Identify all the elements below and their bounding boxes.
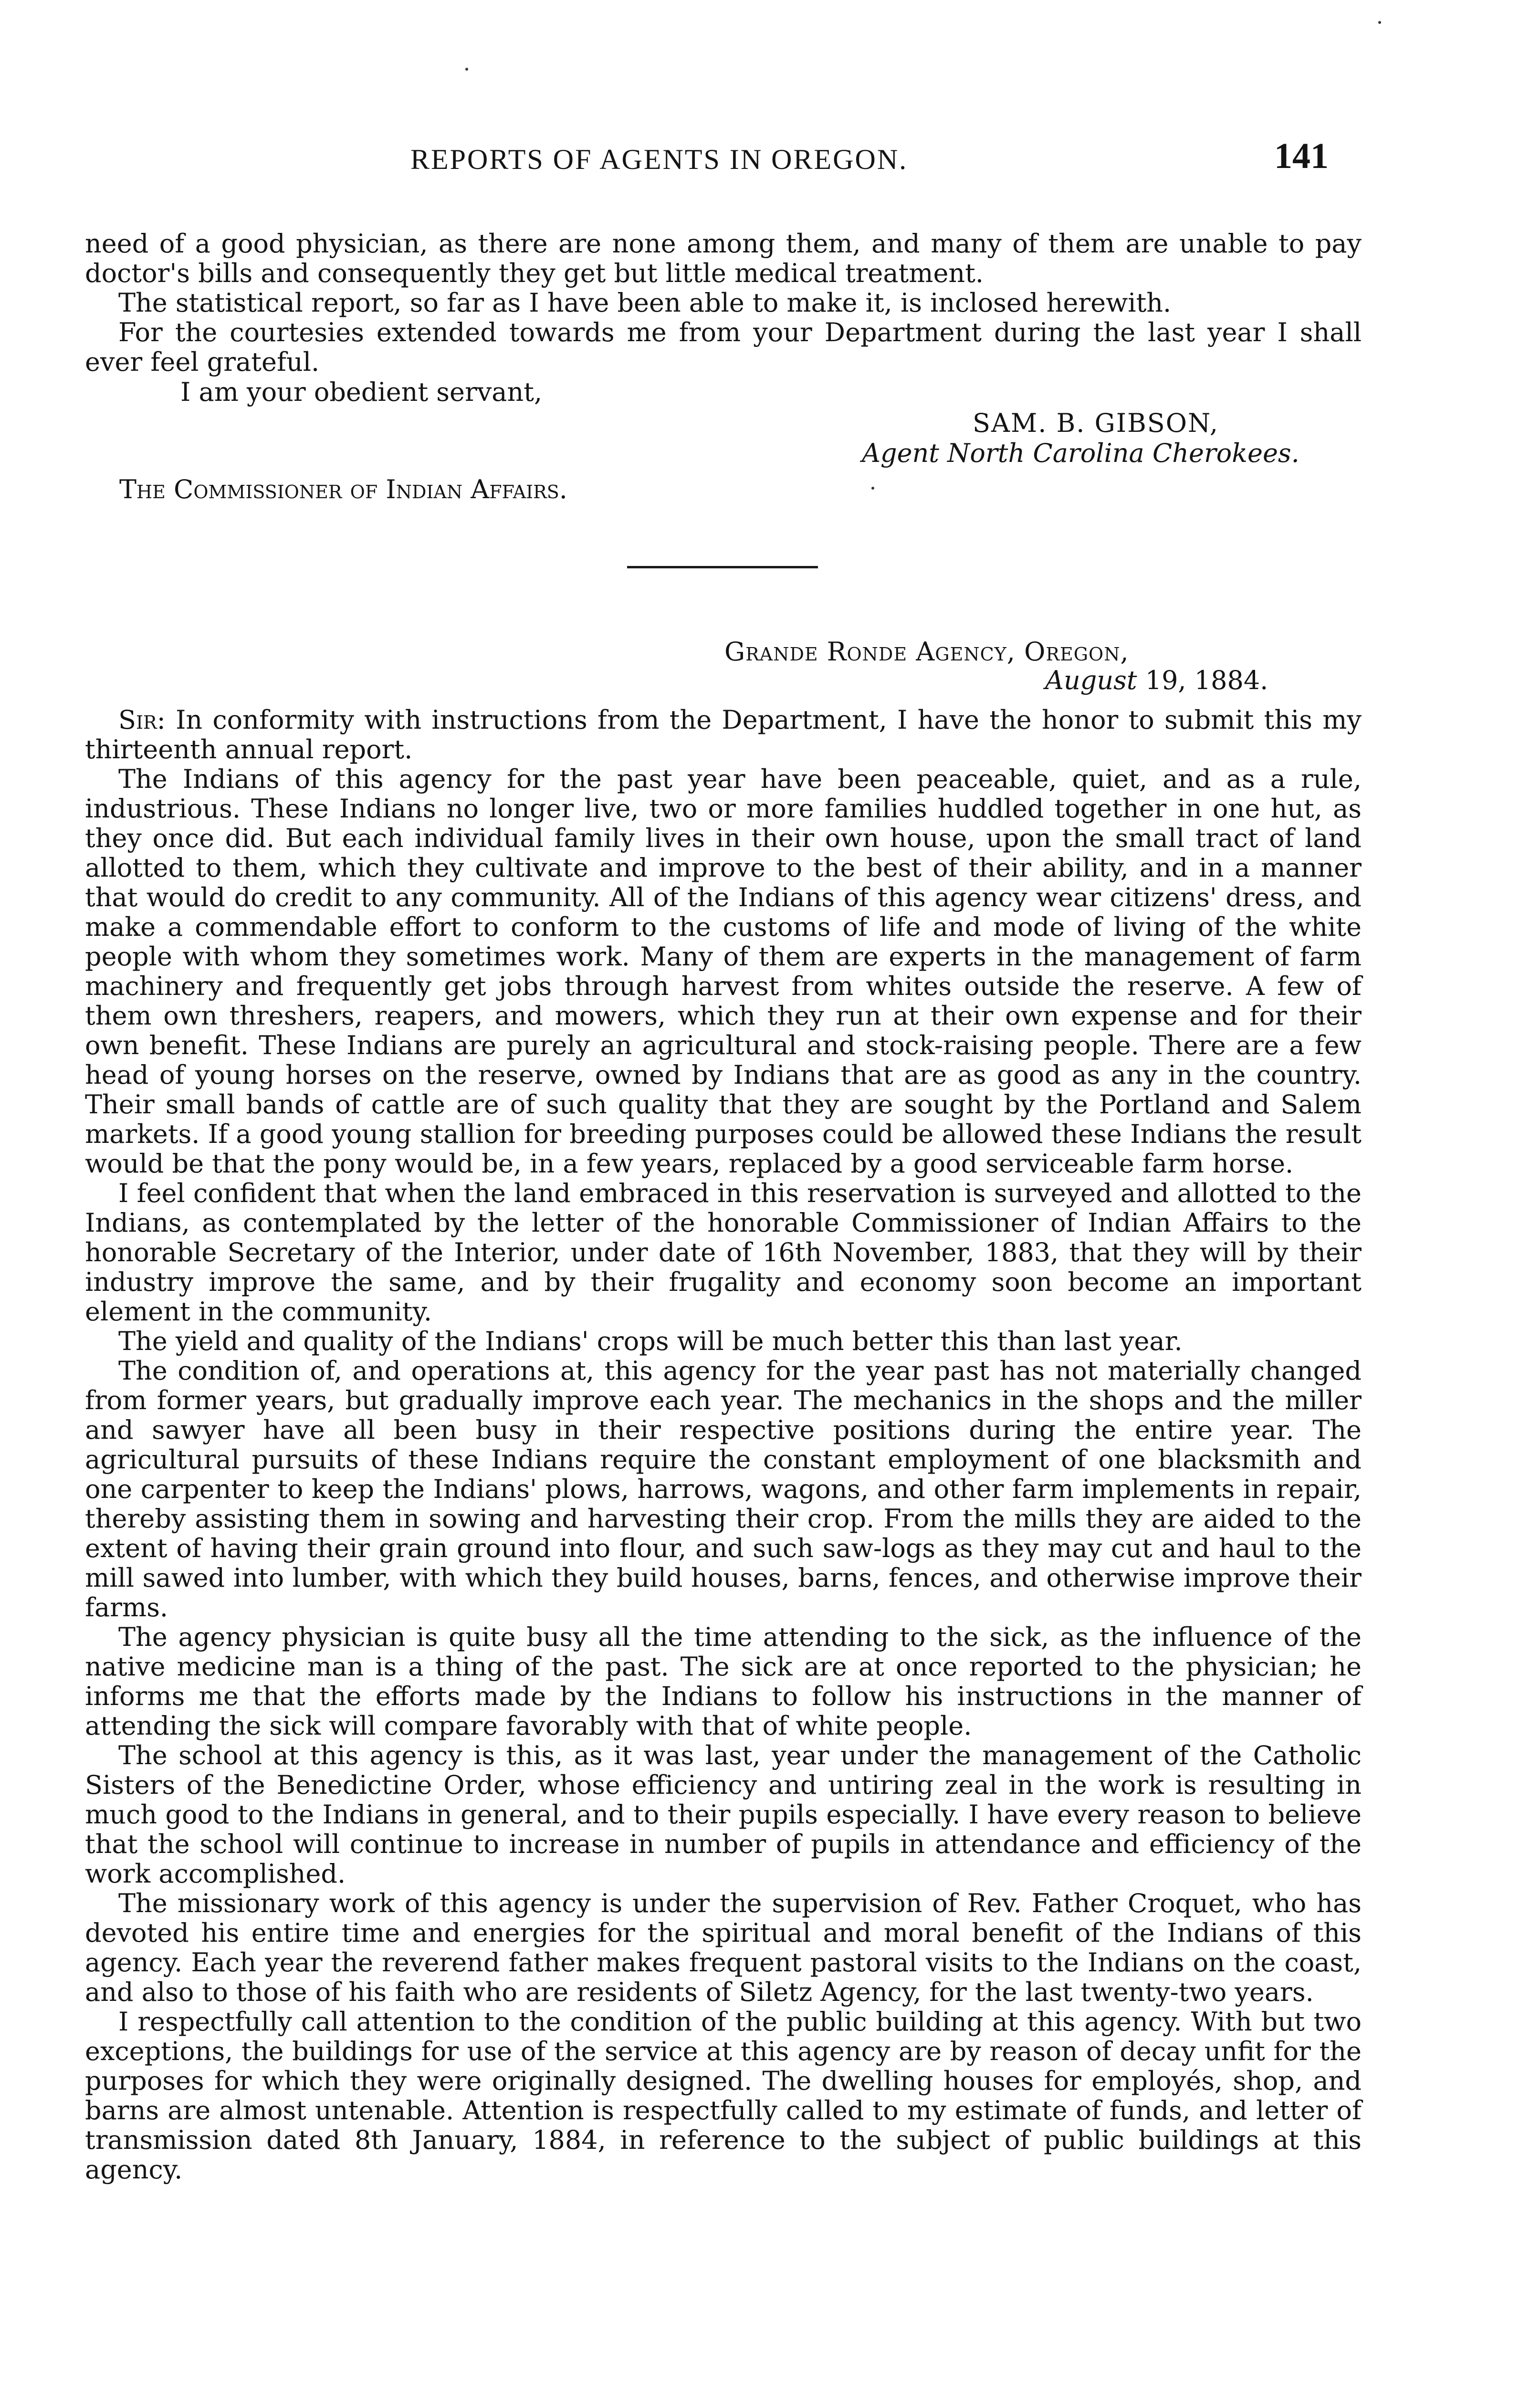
paragraph: The agency physician is quite busy all the time attending to the sick, as the influence of the native medicine man is a thing of the past. The sick are at once reported to the physician; he informs me that the efforts made by the Indians to follow his instructions in the manner of attending the sick will compare favorably with that of white people. <box>85 1622 1362 1741</box>
paragraph: The missionary work of this agency is under the supervision of Rev. Father Croquet, who has devoted his entire time and energies for the spiritual and moral benefit of the Indians of this agency. Each year the reverend father makes frequent pastoral visits to the Indians on the coast, and also to those of his faith who are residents of Siletz Agency, for the last twenty-two years. <box>85 1888 1362 2007</box>
salutation: Sir: <box>118 705 166 735</box>
paragraph: The yield and quality of the Indians' crops will be much better this than last year. <box>118 1326 1183 1356</box>
addressee: The Commissioner of Indian Affairs. <box>119 474 567 504</box>
scan-speck <box>1378 21 1381 24</box>
dateline-date <box>1045 666 1268 695</box>
opening-paragraph <box>85 705 1362 764</box>
closing-line: I am your obedient servant, <box>180 377 543 407</box>
scan-speck <box>871 487 874 490</box>
signature-name: SAM. B. GIBSON, <box>973 408 1219 438</box>
previous-report-text <box>85 229 1362 377</box>
paragraph: need of a good physician, as there are none among them, and many of them are unable to pay doctor's bills and consequently they get but little medical treatment. <box>85 229 1362 288</box>
paragraph: The school at this agency is this, as it was last, year under the management of the Catholic Sisters of the Benedictine Order, whose efficiency and untiring zeal in the work is resulting in much good to the Indians in general, and to their pupils especially. I have every reason to believe that the school will continue to increase in number of pupils in attendance and efficiency of the work accomplished. <box>85 1740 1362 1889</box>
signature-title: Agent North Carolina Cherokees. <box>862 438 1299 468</box>
paragraph: For the courtesies extended towards me from your Department during the last year I shall ever feel grateful. <box>85 317 1362 377</box>
opening-text: In conformity with instructions from the Department, I have the honor to submit this my thirteenth annual report. <box>85 705 1362 764</box>
paragraph: The condition of, and operations at, this agency for the year past has not materially changed from former years, but gradually improve each year. The mechanics in the shops and the miller and sawyer have all been busy in their respective positions during the entire year. The agricultural pursuits of these Indians require the constant employment of one blacksmith and one carpenter to keep the Indians' plows, harrows, wagons, and other farm implements in repair, thereby assisting them in sowing and harvesting their crop. From the mills they are aided to the extent of having their grain ground into flour, and such saw-logs as they may cut and haul to the mill sawed into lumber, with which they build houses, barns, fences, and otherwise improve their farms. <box>85 1356 1362 1622</box>
paragraph: I feel confident that when the land embraced in this reservation is surveyed and allotted to the Indians, as contemplated by the letter of the honorable Commissioner of Indian Affairs to the honorable Secretary of the Interior, under date of 16th November, 1883, that they will by their industry improve the same, and by their frugality and economy soon become an important element in the community. <box>85 1178 1362 1327</box>
scan-speck <box>465 68 468 71</box>
paragraph: I respectfully call attention to the condition of the public building at this agency. With but two exceptions, the buildings for use of the service at this agency are by reason of decay unfit for the purposes for which they were originally designed. The dwelling houses for employés, shop, and barns are almost untenable. Attention is respectfully called to my estimate of funds, and letter of transmission dated 8th January, 1884, in reference to the subject of public buildings at this agency. <box>85 2007 1362 2185</box>
report-body <box>85 705 1362 2185</box>
paragraph: The Indians of this agency for the past year have been peaceable, quiet, and as a rule, industrious. These Indians no longer live, two or more families huddled together in one hut, as they once did. But each individual family lives in their own house, upon the small tract of land allotted to them, which they cultivate and improve to the best of their ability, and in a manner that would do credit to any community. All of the Indians of this agency wear citizens' dress, and make a commendable effort to conform to the customs of life and mode of living of the white people with whom they sometimes work. Many of them are experts in the management of farm machinery and frequently get jobs through harvest from whites outside the reserve. A few of them own threshers, reapers, and mowers, which they run at their own expense and for their own benefit. These Indians are purely an agricultural and stock-raising people. There are a few head of young horses on the reserve, owned by Indians that are as good as any in the country. Their small bands of cattle are of such quality that they are sought by the Portland and Salem markets. If a good young stallion for breeding purposes could be allowed these Indians the result would be that the pony would be, in a few years, replaced by a good serviceable farm horse. <box>85 764 1362 1179</box>
section-divider <box>627 566 818 568</box>
paragraph: The statistical report, so far as I have been able to make it, is inclosed herewith. <box>118 288 1172 318</box>
dateline-day-year: 19, 1884. <box>1137 665 1268 695</box>
dateline-place: Grande Ronde Agency, Oregon, <box>724 637 1129 667</box>
running-head: REPORTS OF AGENTS IN OREGON. <box>410 144 908 175</box>
dateline-month: August <box>1045 665 1137 695</box>
page-number: 141 <box>1274 136 1329 176</box>
